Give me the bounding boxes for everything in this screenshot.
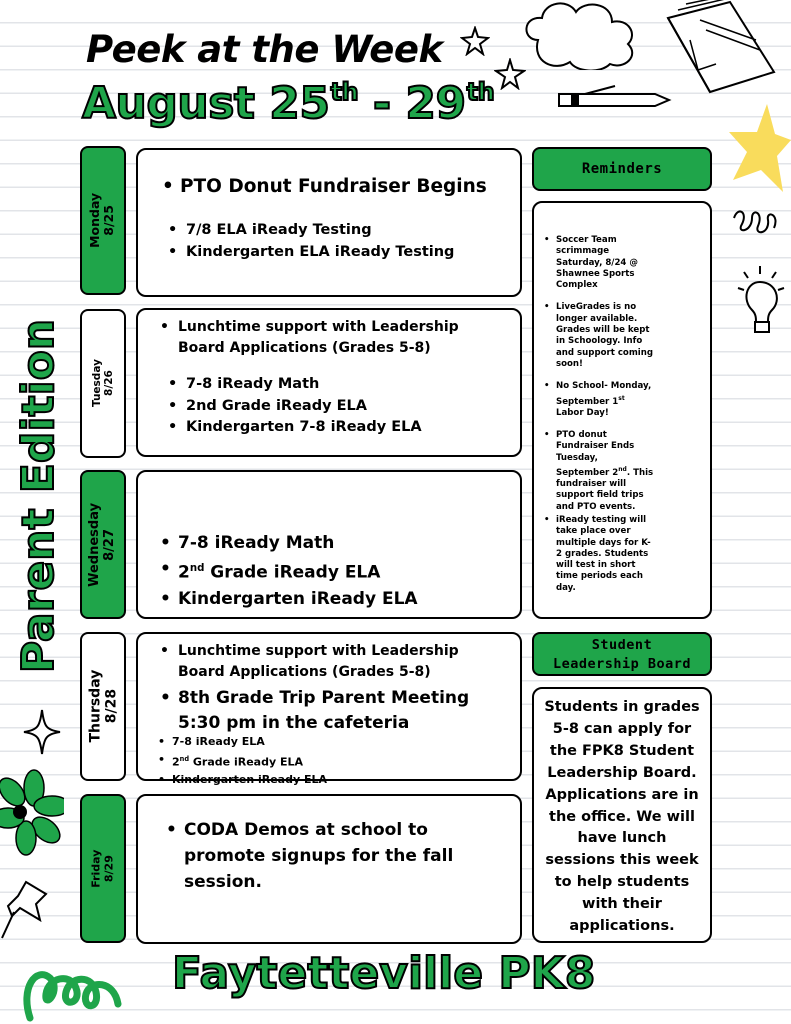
flower-icon bbox=[0, 768, 64, 858]
list-item: • 7-8 iReady Math bbox=[158, 530, 418, 556]
star-outline-icon bbox=[494, 58, 526, 90]
lightbulb-icon bbox=[736, 264, 791, 344]
list-item: • 7-8 iReady ELA bbox=[156, 733, 327, 751]
day-tab-tuesday: Tuesday 8/26 bbox=[80, 309, 126, 458]
sparkle-icon bbox=[22, 708, 62, 756]
list-item: • 8th Grade Trip Parent Meeting 5:30 pm in the cafeteria bbox=[158, 686, 469, 736]
list-item: • 7/8 ELA iReady Testing bbox=[166, 219, 454, 241]
week-date-range: August 25th - 29th bbox=[82, 78, 495, 129]
list-item: • Kindergarten ELA iReady Testing bbox=[166, 241, 454, 263]
day-tab-thursday: Thursday 8/28 bbox=[80, 632, 126, 781]
reminders-box bbox=[532, 201, 712, 619]
page-title: Peek at the Week bbox=[86, 28, 443, 71]
monday-card bbox=[136, 148, 522, 297]
star-outline-icon bbox=[460, 26, 490, 56]
leadership-header: Student Leadership Board bbox=[532, 632, 712, 676]
friday-card bbox=[136, 794, 522, 944]
yellow-star-icon bbox=[727, 102, 791, 198]
thursday-card bbox=[136, 632, 522, 786]
reminder-item: • PTO donut Fundraiser Ends Tuesday, September 2nd. This fundraiser will support field trips and PTO events. bbox=[542, 430, 654, 513]
list-item: • 7-8 iReady Math bbox=[166, 374, 422, 396]
list-item: • Kindergarten 7-8 iReady ELA bbox=[166, 417, 422, 439]
list-item: • 2nd Grade iReady ELA bbox=[166, 396, 422, 418]
list-item: • Lunchtime support with Leadership Board Applications (Grades 5-8) bbox=[158, 641, 459, 683]
list-item: • 2nd Grade iReady ELA bbox=[156, 751, 327, 771]
list-item: • CODA Demos at school to promote signups for the fall session. bbox=[164, 817, 453, 895]
day-tab-wednesday: Wednesday 8/27 bbox=[80, 470, 126, 619]
green-squiggle-icon bbox=[22, 958, 132, 1024]
day-tab-friday: Friday 8/29 bbox=[80, 794, 126, 943]
cloud-icon bbox=[520, 0, 670, 70]
day-tab-monday: Monday 8/25 bbox=[80, 146, 126, 295]
reminder-item: • iReady testing will take place over multiple days for K-2 grades. Students will test in short time periods each day. bbox=[542, 515, 654, 594]
list-item: • Kindergarten iReady ELA bbox=[156, 771, 327, 789]
reminder-item: • No School- Monday, September 1st Labor Day! bbox=[542, 381, 654, 419]
reminder-item: • LiveGrades is no longer available. Grades will be kept in Schoology. Info and support coming soon! bbox=[542, 302, 654, 370]
leadership-box: Students in grades 5-8 can apply for the FPK8 Student Leadership Board. Applications are in the office. We will have lunch sessions this week to help students with their applications. bbox=[532, 687, 712, 943]
pushpin-icon bbox=[0, 876, 56, 946]
list-item: • 2nd Grade iReady ELA bbox=[158, 556, 418, 586]
monday-headline: • PTO Donut Fundraiser Begins bbox=[160, 176, 487, 197]
list-item: • Kindergarten iReady ELA bbox=[158, 586, 418, 612]
tuesday-card bbox=[136, 308, 522, 457]
reminders-header: Reminders bbox=[532, 147, 712, 191]
list-item: • Lunchtime support with Leadership Board Applications (Grades 5-8) bbox=[158, 317, 459, 359]
pen-icon bbox=[555, 82, 675, 112]
squiggle-icon bbox=[730, 204, 791, 254]
book-icon bbox=[660, 0, 780, 95]
reminder-item: • Soccer Team scrimmage Saturday, 8/24 @ Shawnee Sports Complex bbox=[542, 235, 654, 291]
parent-edition-title: Parent Edition bbox=[13, 318, 64, 674]
wednesday-card bbox=[136, 470, 522, 619]
school-name-footer: Faytetteville PK8 bbox=[172, 948, 596, 999]
